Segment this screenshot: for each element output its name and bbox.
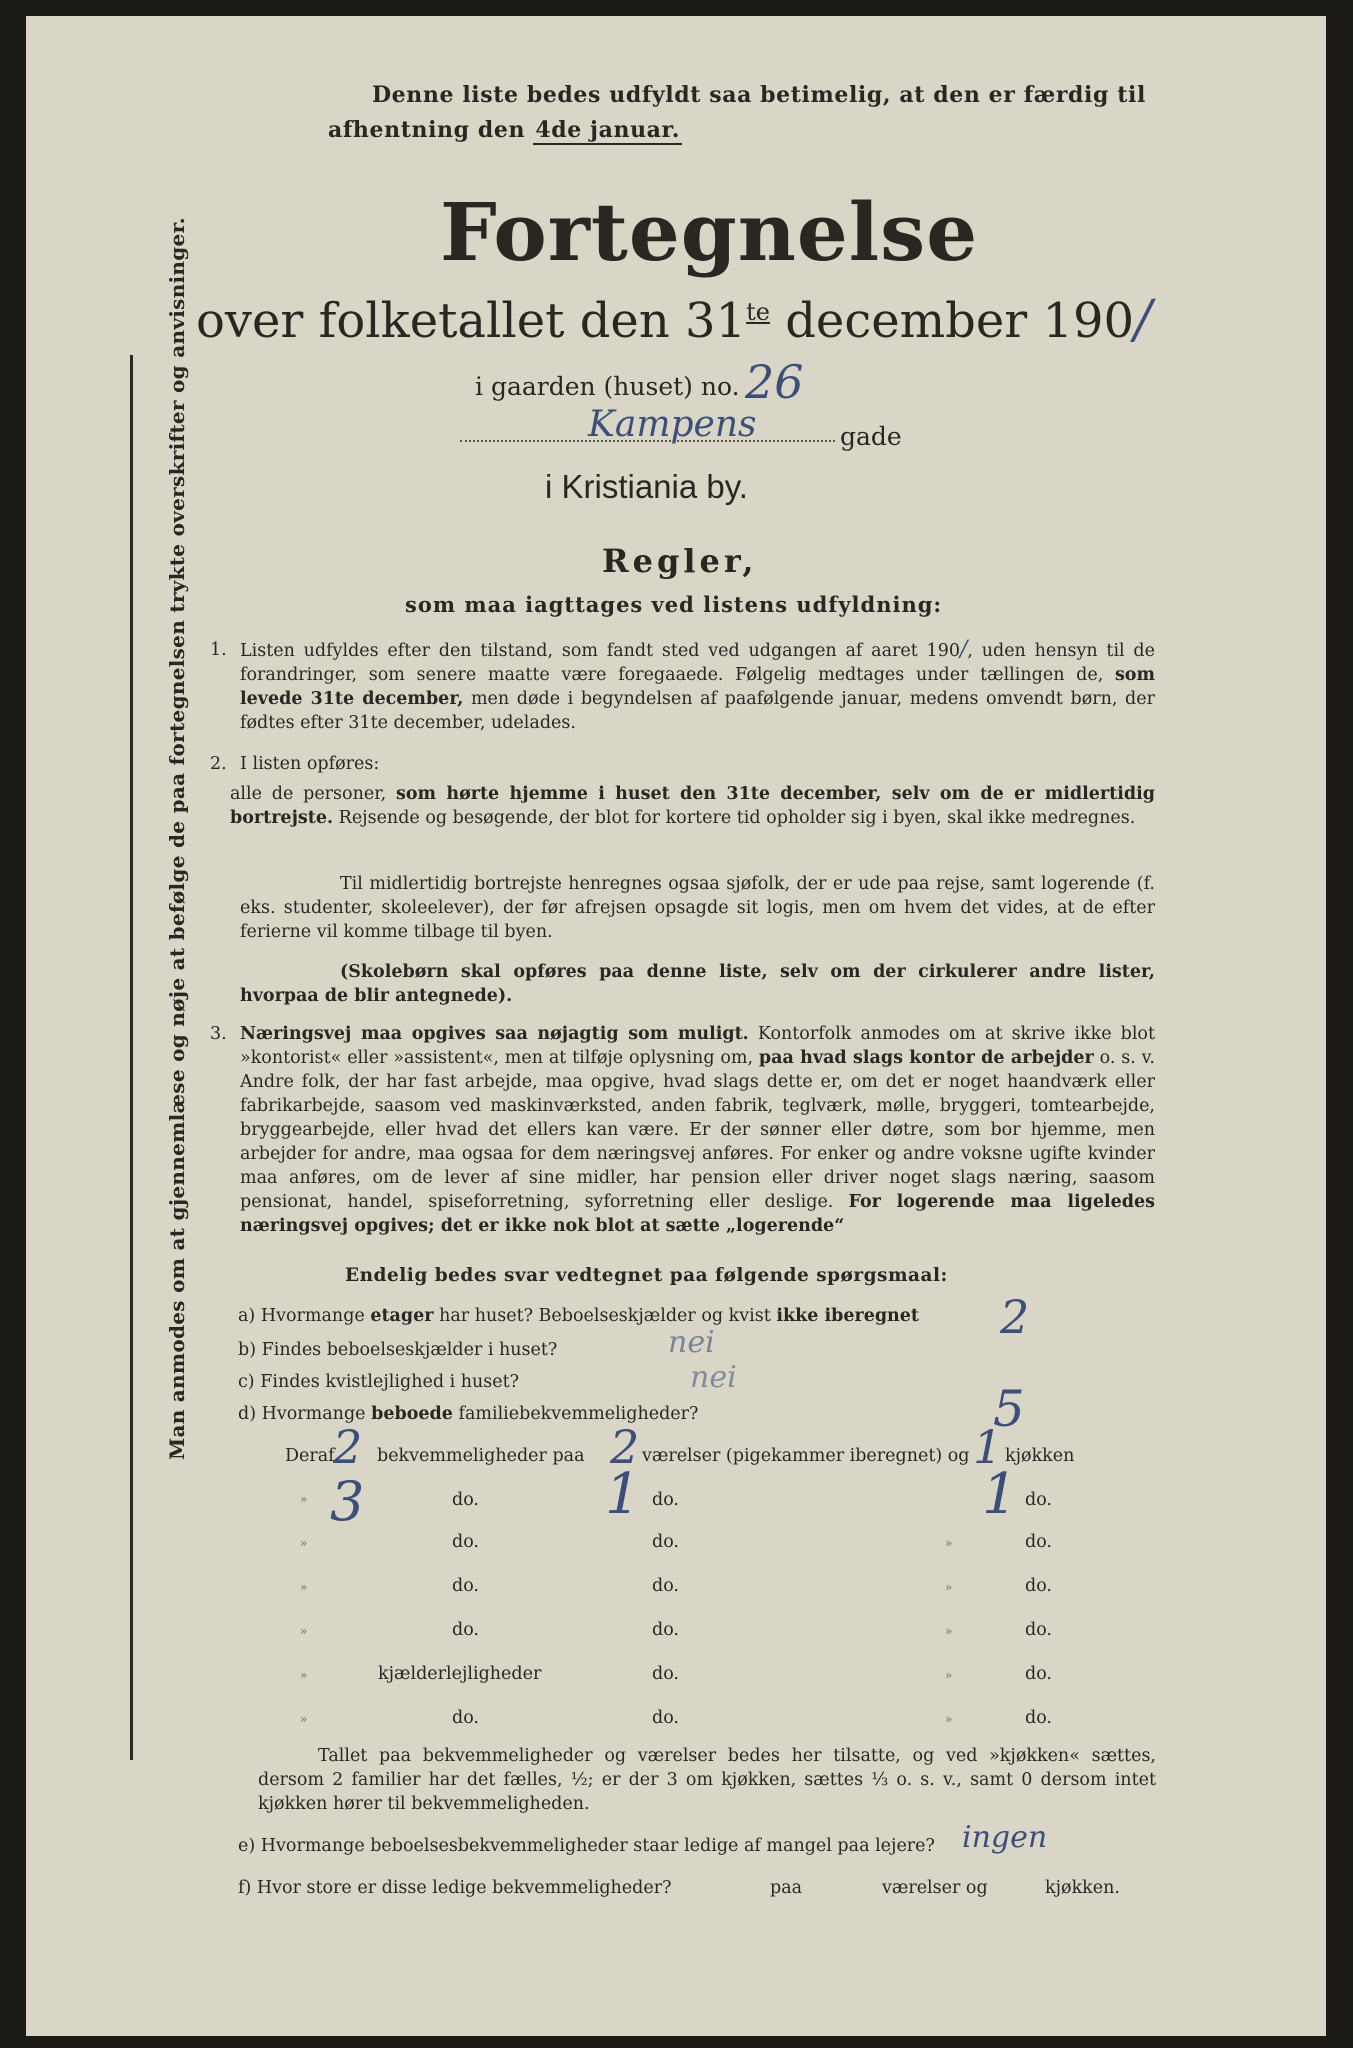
ditto-mark: » xyxy=(300,1624,308,1638)
row4-do-1: do. xyxy=(452,1576,479,1596)
question-a-label: a) xyxy=(238,1306,256,1326)
question-c-label: c) xyxy=(238,1372,255,1392)
handwritten-year: / xyxy=(1134,290,1152,350)
question-f-vaer: værelser og xyxy=(882,1878,988,1898)
ditto-mark: » xyxy=(300,1668,308,1682)
rule-1-number: 1. xyxy=(210,640,227,660)
rule-1-year: / xyxy=(959,637,968,662)
question-a-text-1: Hvormange xyxy=(260,1306,365,1326)
rule-1-a: Listen udfyldes efter den tilstand, som fandt sted ved udgangen af aaret 190 xyxy=(240,641,960,661)
answer-a: 2 xyxy=(1000,1290,1030,1344)
subtitle-tail: december 190 xyxy=(785,293,1135,349)
answer-c: nei xyxy=(690,1360,737,1395)
question-f-paa: paa xyxy=(770,1878,803,1898)
footnote: Tallet paa bekvemmeligheder og værelser bedes her tilsatte, og ved »kjøkken« sættes, dersom 2 familier har det fælles, ½; er der 3 om kjøkken, sættes ⅓ o. s. v., samt 0 dersom intet kjøkken hører til bekvemmeligheden. xyxy=(258,1746,1156,1814)
question-e-label: e) xyxy=(238,1836,256,1856)
row2-do-3: do. xyxy=(1025,1490,1052,1510)
question-e xyxy=(238,1836,935,1856)
row1-rooms: 2 xyxy=(610,1420,640,1474)
notice-line-1: Denne liste bedes udfyldt saa betimelig, at den er færdig til xyxy=(372,82,1146,108)
row7-do-1: do. xyxy=(452,1708,479,1728)
row3-do-1: do. xyxy=(452,1532,479,1552)
table-bekv: bekvemmeligheder paa xyxy=(377,1446,585,1466)
row4-do-2: do. xyxy=(652,1576,679,1596)
question-b-text: Findes beboelseskjælder i huset? xyxy=(261,1340,558,1360)
rule-2-b: Rejsende og besøgende, der blot for kortere tid opholder sig i byen, skal ikke medregnes. xyxy=(338,808,1136,828)
page-subtitle xyxy=(196,290,1152,350)
rule-2-d: (Skolebørn skal opføres paa denne liste, selv om der cirkulerer andre lister, hvorpaa de blir antegnede). xyxy=(240,962,1155,1006)
subtitle-sup: te xyxy=(746,298,770,326)
city-line: i Kristiania by. xyxy=(545,468,748,505)
question-d-text-1: Hvormange xyxy=(261,1404,366,1424)
row2-do-2: do. xyxy=(652,1490,679,1510)
question-d-bold: beboede xyxy=(371,1404,453,1424)
notice-line-2 xyxy=(328,117,682,143)
row6-do-3: do. xyxy=(1025,1664,1052,1684)
row2-count: 3 xyxy=(330,1470,365,1533)
questions-title: Endelig bedes svar vedtegnet paa følgende spørgsmaal: xyxy=(345,1265,948,1286)
rule-3-number: 3. xyxy=(210,1024,227,1044)
rule-3-bold-2: paa hvad slags kontor de arbejder xyxy=(758,1048,1094,1068)
answer-e: ingen xyxy=(962,1820,1048,1855)
row2-kitchen: 1 xyxy=(982,1462,1018,1527)
question-a-text-2: har huset? Beboelseskjælder og kvist xyxy=(439,1306,771,1326)
gade-label: gade xyxy=(840,422,902,451)
ditto-mark: » xyxy=(300,1492,308,1506)
question-b-label: b) xyxy=(238,1340,257,1360)
question-e-text: Hvormange beboelsesbekvemmeligheder staar ledige af mangel paa lejere? xyxy=(260,1836,935,1856)
rule-2-number: 2. xyxy=(210,754,227,774)
question-f xyxy=(238,1878,671,1898)
ditto-mark: » xyxy=(300,1712,308,1726)
answer-d: 5 xyxy=(993,1380,1025,1438)
row5-do-2: do. xyxy=(652,1620,679,1640)
table-deraf: Deraf xyxy=(285,1446,335,1466)
notice-pickup-date: 4de januar. xyxy=(535,117,680,143)
side-margin-rule xyxy=(130,355,133,1760)
page-title: Fortegnelse xyxy=(440,185,979,279)
row1-kitchen: 1 xyxy=(973,1420,1003,1474)
row5-do-1: do. xyxy=(452,1620,479,1640)
question-a-bold-2: ikke iberegnet xyxy=(776,1306,920,1326)
ditto-mark: » xyxy=(300,1580,308,1594)
question-f-text: Hvor store er disse ledige bekvemmeligheder? xyxy=(256,1878,672,1898)
rule-3-bold-1: Næringsvej maa opgives saa nøjagtig som muligt. xyxy=(240,1024,749,1044)
gaarden-label: i gaarden (huset) no. xyxy=(475,372,740,401)
rule-3-bold-3: For logerende maa ligeledes næringsvej opgives; det er ikke nok blot at sætte „logerende“ xyxy=(240,1192,1155,1236)
row2-do-1: do. xyxy=(452,1490,479,1510)
question-f-label: f) xyxy=(238,1878,252,1898)
rule-2-bold: som hørte hjemme i huset den 31te december, selv om de er midlertidig bortrejste. xyxy=(230,784,1155,828)
ditto-mark: » xyxy=(945,1668,953,1682)
table-kjokken: kjøkken xyxy=(1005,1446,1075,1466)
row3-do-3: do. xyxy=(1025,1532,1052,1552)
question-c xyxy=(238,1372,519,1392)
question-c-text: Findes kvistlejlighed i huset? xyxy=(260,1372,520,1392)
ditto-mark: » xyxy=(945,1712,953,1726)
row7-do-2: do. xyxy=(652,1708,679,1728)
rule-1-b: , uden hensyn til de forandringer, som senere maatte være foregaaede. Følgelig medtages under tællingen de, xyxy=(240,641,1155,685)
house-number: 26 xyxy=(745,355,804,409)
row6-do-2: do. xyxy=(652,1664,679,1684)
question-f-kjokken: kjøkken. xyxy=(1045,1878,1120,1898)
row2-rooms: 1 xyxy=(605,1462,641,1527)
rule-2-head: I listen opføres: xyxy=(240,754,380,774)
rule-2-a: alle de personer, xyxy=(230,784,387,804)
row5-do-3: do. xyxy=(1025,1620,1052,1640)
rule-3-b: o. s. v. Andre folk, der har fast arbejde, maa opgive, hvad slags dette er, om det er noget haandværk eller fabrikarbejde, saasom ved maskinværksted, anden fabrik, teglværk, mølle, bryggeri, tomtearbejde, bryggearbejde, eller hvad det ellers kan være. Er der sønner eller døtre, som bor hjemme, men arbejder for andre, maa ogsaa for dem næringsvej anføres. For enker og andre voksne ugifte kvinder maa anføres, om de lever af sine midler, har pension eller driver noget slags næring, saasom pensionat, handel, spiseforretning, syforretning eller deslige. xyxy=(240,1048,1155,1212)
ditto-mark: » xyxy=(300,1536,308,1550)
side-instruction: Man anmodes om at gjennemlæse og nøje at befølge de paa fortegnelsen trykte overskrifter og anvisninger. xyxy=(165,217,189,1460)
question-d-text-2: familiebekvemmeligheder? xyxy=(458,1404,699,1424)
rule-2-text xyxy=(230,782,1155,830)
row3-do-2: do. xyxy=(652,1532,679,1552)
notice-pickup-label: afhentning den xyxy=(328,117,526,143)
row4-do-3: do. xyxy=(1025,1576,1052,1596)
question-a xyxy=(238,1306,919,1326)
rule-1-text xyxy=(240,638,1155,735)
row6-kjaelder: kjælderlejligheder xyxy=(378,1664,542,1684)
subtitle-text: over folketallet den 31 xyxy=(196,293,747,349)
rule-3-text xyxy=(240,1022,1155,1238)
row7-do-3: do. xyxy=(1025,1708,1052,1728)
rules-title: Regler, xyxy=(602,542,758,580)
rule-3-a: Kontorfolk anmodes om at skrive ikke blot »kontorist« eller »assistent«, men at tilføje oplysning om, xyxy=(240,1024,1155,1068)
ditto-mark: » xyxy=(945,1624,953,1638)
rules-subtitle: som maa iagttages ved listens udfyldning: xyxy=(405,592,943,617)
question-d-label: d) xyxy=(238,1404,257,1424)
row1-count: 2 xyxy=(333,1420,363,1474)
ditto-mark: » xyxy=(945,1580,953,1594)
table-vaer: værelser (pigekammer iberegnet) og xyxy=(642,1446,970,1466)
question-b xyxy=(238,1340,557,1360)
answer-b: nei xyxy=(668,1325,715,1360)
rule-1-bold: som levede 31te december, xyxy=(240,665,1155,709)
ditto-mark: » xyxy=(945,1536,953,1550)
rule-1-c: men døde i begyndelsen af paafølgende januar, medens omvendt børn, der fødtes efter 31te december, udelades. xyxy=(240,689,1155,733)
rule-2-c: Til midlertidig bortrejste henregnes ogsaa sjøfolk, der er ude paa rejse, samt logerende (f. eks. studenter, skoleelever), der før afrejsen opsagde sit logis, men om hvem det vides, at de efter ferierne vil komme tilbage til byen. xyxy=(240,874,1155,942)
street-name: Kampens xyxy=(588,404,757,445)
question-a-bold-1: etager xyxy=(370,1306,434,1326)
